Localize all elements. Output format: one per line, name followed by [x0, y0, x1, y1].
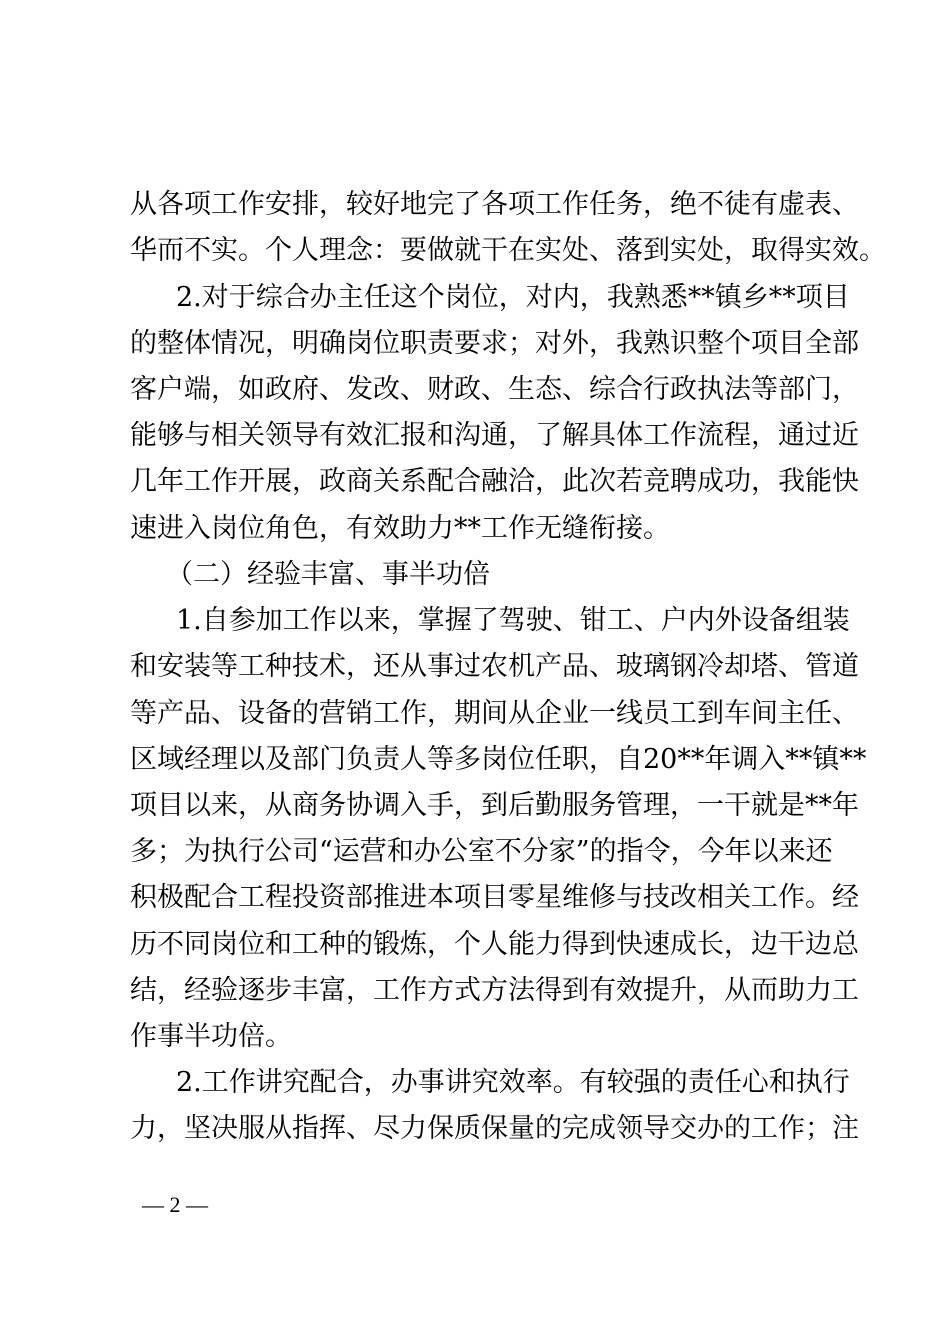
paragraph-line: 2.对于综合办主任这个岗位，对内，我熟悉**镇乡**项目 — [176, 282, 850, 313]
paragraph-line: 几年工作开展，政商关系配合融洽，此次若竞聘成功，我能快 — [130, 466, 859, 497]
page-number: — 2 — — [142, 1192, 208, 1217]
paragraph-line: 结，经验逐步丰富，工作方式方法得到有效提升，从而助力工 — [130, 975, 859, 1006]
paragraph-line: 区域经理以及部门负责人等多岗位任职，自20**年调入**镇** — [130, 744, 867, 775]
paragraph-line: 1.自参加工作以来，掌握了驾驶、钳工、户内外设备组装 — [176, 605, 850, 636]
paragraph-line: 从各项工作安排，较好地完了各项工作任务，绝不徒有虚表、 — [130, 189, 859, 220]
paragraph-line: 和安装等工种技术，还从事过农机产品、玻璃钢冷却塔、管道 — [130, 651, 859, 682]
paragraph-line: 多；为执行公司“运营和办公室不分家”的指令，今年以来还 — [130, 836, 833, 867]
paragraph-line: 作事半功倍。 — [130, 1021, 292, 1052]
paragraph-line: 积极配合工程投资部推进本项目零星维修与技改相关工作。经 — [130, 882, 859, 913]
paragraph-line: 历不同岗位和工种的锻炼，个人能力得到快速成长，边干边总 — [130, 929, 859, 960]
paragraph-line: 能够与相关领导有效汇报和沟通，了解具体工作流程，通过近 — [130, 420, 859, 451]
paragraph-line: 力，坚决服从指挥、尽力保质保量的完成领导交办的工作；注 — [130, 1113, 859, 1144]
paragraph-line: 项目以来，从商务协调入手，到后勤服务管理，一干就是**年 — [130, 790, 859, 821]
paragraph-line: 的整体情况，明确岗位职责要求；对外，我熟识整个项目全部 — [130, 328, 859, 359]
paragraph-line: 等产品、设备的营销工作，期间从企业一线员工到车间主任、 — [130, 698, 859, 729]
paragraph-line: 2.工作讲究配合，办事讲究效率。有较强的责任心和执行 — [176, 1067, 850, 1098]
paragraph-line: 速进入岗位角色，有效助力**工作无缝衔接。 — [130, 513, 670, 544]
paragraph-line: 华而不实。个人理念：要做就干在实处、落到实处，取得实效。 — [130, 235, 886, 266]
paragraph-line: 客户端，如政府、发改、财政、生态、综合行政执法等部门， — [130, 374, 859, 405]
section-heading: （二）经验丰富、事半功倍 — [166, 559, 490, 590]
